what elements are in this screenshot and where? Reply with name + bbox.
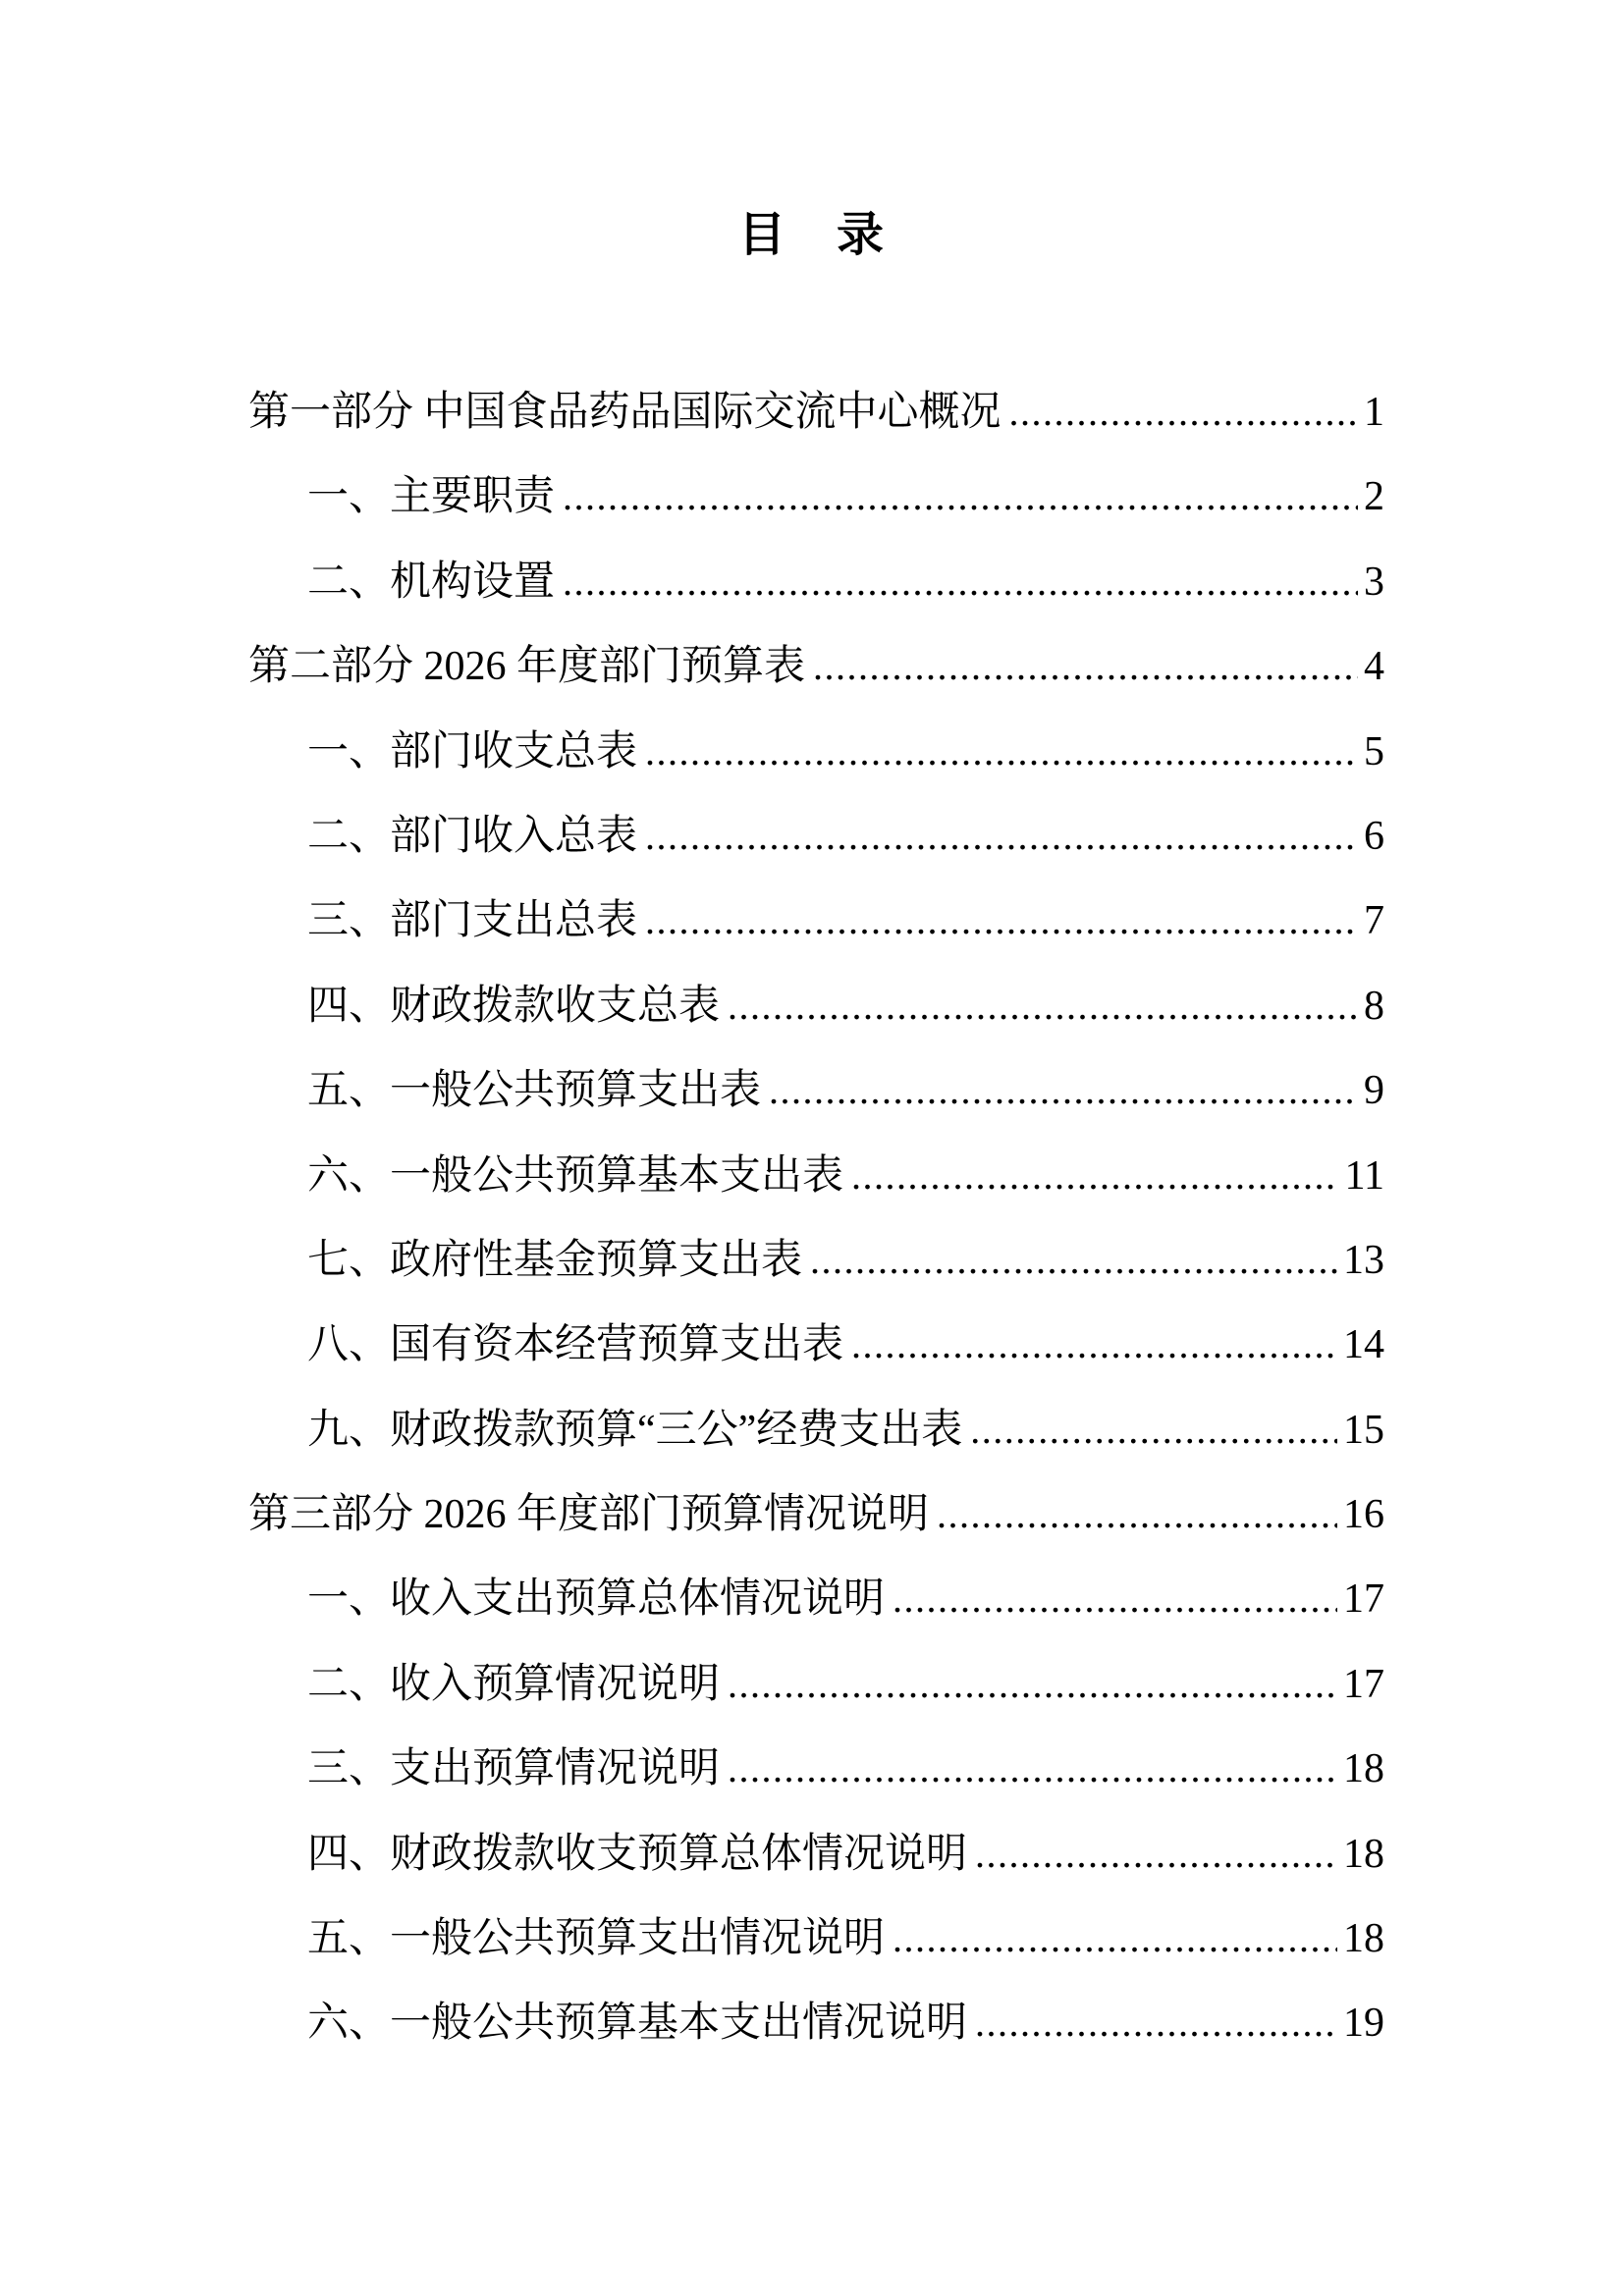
page-title: 目 录 bbox=[737, 209, 886, 261]
toc-entry-label: 三、部门支出总表 bbox=[307, 898, 638, 944]
toc-entry bbox=[248, 370, 1384, 454]
toc-dot-leader bbox=[967, 1981, 1337, 2065]
toc-dot-leader bbox=[929, 1472, 1337, 1557]
toc-dot-leader bbox=[802, 1218, 1337, 1303]
toc-entry-page-number: 17 bbox=[1343, 1661, 1384, 1707]
toc-dot-leader bbox=[637, 879, 1358, 963]
toc-entry bbox=[248, 1472, 1384, 1557]
toc-entry-label: 七、政府性基金预算支出表 bbox=[307, 1237, 803, 1283]
toc-dot-leader bbox=[637, 794, 1358, 879]
toc-entry-page-number: 14 bbox=[1343, 1322, 1384, 1368]
toc-entry-label: 二、收入预算情况说明 bbox=[307, 1661, 721, 1707]
toc-entry-page-number: 3 bbox=[1364, 559, 1384, 605]
toc-entry bbox=[248, 1642, 1384, 1727]
toc-entry bbox=[248, 1134, 1384, 1218]
toc-entry-label: 第二部分 2026 年度部门预算表 bbox=[248, 644, 806, 690]
toc-entry-label: 第三部分 2026 年度部门预算情况说明 bbox=[248, 1492, 930, 1538]
toc-entry-label: 四、财政拨款收支预算总体情况说明 bbox=[307, 1831, 968, 1877]
toc-entry-label: 一、主要职责 bbox=[307, 474, 556, 520]
toc-entry-page-number: 7 bbox=[1364, 898, 1384, 944]
toc-dot-leader bbox=[885, 1557, 1337, 1641]
toc-entry-page-number: 13 bbox=[1343, 1237, 1384, 1283]
toc-dot-leader bbox=[720, 964, 1358, 1048]
toc-dot-leader bbox=[555, 454, 1358, 539]
toc-entry-page-number: 18 bbox=[1343, 1916, 1384, 1962]
toc-entry bbox=[248, 1557, 1384, 1641]
toc-entry-label: 二、机构设置 bbox=[307, 559, 556, 605]
toc-entry bbox=[248, 540, 1384, 624]
toc-dot-leader bbox=[843, 1303, 1337, 1387]
toc-entry-page-number: 5 bbox=[1364, 728, 1384, 774]
toc-dot-leader bbox=[805, 624, 1358, 709]
toc-dot-leader bbox=[637, 710, 1358, 794]
toc-entry bbox=[248, 1812, 1384, 1896]
toc-entry bbox=[248, 1896, 1384, 1981]
toc-entry bbox=[248, 1303, 1384, 1387]
toc-entry bbox=[248, 1388, 1384, 1472]
toc-entry-label: 五、一般公共预算支出表 bbox=[307, 1068, 762, 1114]
toc-entry-page-number: 2 bbox=[1364, 474, 1384, 520]
toc-entry bbox=[248, 1048, 1384, 1133]
toc-entry bbox=[248, 710, 1384, 794]
toc-dot-leader bbox=[720, 1642, 1337, 1727]
toc-entry bbox=[248, 624, 1384, 709]
toc-entry bbox=[248, 454, 1384, 539]
toc-entry-page-number: 8 bbox=[1364, 983, 1384, 1029]
toc-dot-leader bbox=[555, 540, 1358, 624]
toc-dot-leader bbox=[962, 1388, 1337, 1472]
toc-dot-leader bbox=[720, 1727, 1337, 1811]
toc-entry-label: 八、国有资本经营预算支出表 bbox=[307, 1322, 844, 1368]
toc-list bbox=[248, 370, 1384, 2066]
toc-dot-leader bbox=[761, 1048, 1358, 1133]
toc-entry-page-number: 15 bbox=[1343, 1407, 1384, 1453]
toc-dot-leader bbox=[1001, 370, 1358, 454]
toc-entry bbox=[248, 1218, 1384, 1303]
toc-entry-page-number: 11 bbox=[1344, 1152, 1384, 1199]
toc-entry-page-number: 18 bbox=[1343, 1746, 1384, 1792]
toc-entry-page-number: 1 bbox=[1364, 390, 1384, 435]
toc-entry-page-number: 19 bbox=[1343, 2001, 1384, 2047]
toc-entry-page-number: 6 bbox=[1364, 813, 1384, 859]
toc-entry bbox=[248, 879, 1384, 963]
toc-entry-label: 五、一般公共预算支出情况说明 bbox=[307, 1916, 886, 1962]
toc-entry bbox=[248, 964, 1384, 1048]
toc-entry-page-number: 18 bbox=[1343, 1831, 1384, 1877]
toc-entry-label: 一、部门收支总表 bbox=[307, 728, 638, 774]
toc-dot-leader bbox=[967, 1812, 1337, 1896]
toc-entry-label: 六、一般公共预算基本支出表 bbox=[307, 1152, 844, 1199]
toc-entry-label: 六、一般公共预算基本支出情况说明 bbox=[307, 2001, 968, 2047]
toc-entry-page-number: 9 bbox=[1364, 1068, 1384, 1114]
toc-entry-label: 二、部门收入总表 bbox=[307, 813, 638, 859]
toc-entry-label: 一、收入支出预算总体情况说明 bbox=[307, 1576, 886, 1623]
toc-dot-leader bbox=[843, 1134, 1339, 1218]
toc-entry-label: 第一部分 中国食品药品国际交流中心概况 bbox=[248, 390, 1001, 435]
toc-entry-page-number: 17 bbox=[1343, 1576, 1384, 1623]
toc-entry-page-number: 4 bbox=[1364, 644, 1384, 690]
toc-entry-label: 九、财政拨款预算“三公”经费支出表 bbox=[307, 1407, 963, 1453]
toc-entry-page-number: 16 bbox=[1343, 1492, 1384, 1538]
toc-entry-label: 四、财政拨款收支总表 bbox=[307, 983, 721, 1029]
toc-entry bbox=[248, 794, 1384, 879]
toc-entry-label: 三、支出预算情况说明 bbox=[307, 1746, 721, 1792]
toc-entry bbox=[248, 1981, 1384, 2065]
toc-entry bbox=[248, 1727, 1384, 1811]
toc-dot-leader bbox=[885, 1896, 1337, 1981]
